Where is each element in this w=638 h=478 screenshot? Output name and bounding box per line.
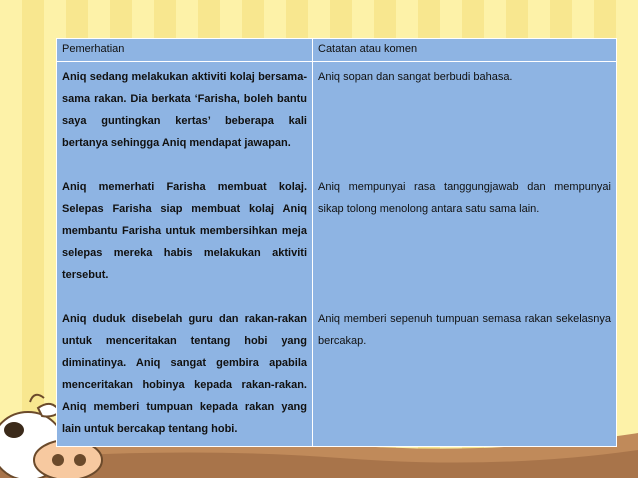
- comment-cell: [313, 62, 617, 447]
- table-header-row: [57, 39, 617, 62]
- observation-entry: Aniq sedang melakukan aktiviti kolaj bersama-sama rakan. Dia berkata ‘Farisha, boleh bantu saya guntingkan kertas’ beberapa kali bertanya sehingga Aniq mendapat jawapan.: [62, 71, 307, 149]
- observation-entry: Aniq duduk disebelah guru dan rakan-rakan untuk menceritakan tentang hobi yang diminatinya. Aniq sangat gembira apabila menceritakan hobinya kepada rakan-rakan. Aniq memberi tumpuan kepada rakan yang lain untuk bercakap tentang hobi.: [62, 313, 307, 435]
- table-row: [57, 62, 617, 447]
- observation-table: [56, 38, 617, 447]
- header-comment: Catatan atau komen: [313, 39, 617, 62]
- header-observation: Pemerhatian: [57, 39, 313, 62]
- observation-cell: [57, 62, 313, 447]
- comment-entry: Aniq sopan dan sangat berbudi bahasa.: [318, 71, 513, 83]
- observation-table-container: [56, 38, 616, 447]
- comment-entry: Aniq mempunyai rasa tanggungjawab dan mempunyai sikap tolong menolong antara satu sama lain.: [318, 181, 611, 215]
- comment-entry: Aniq memberi sepenuh tumpuan semasa rakan sekelasnya bercakap.: [318, 313, 611, 347]
- observation-entry: Aniq memerhati Farisha membuat kolaj. Selepas Farisha siap membuat kolaj Aniq membantu Farisha untuk membersihkan meja selepas mereka habis melakukan aktiviti tersebut.: [62, 181, 307, 281]
